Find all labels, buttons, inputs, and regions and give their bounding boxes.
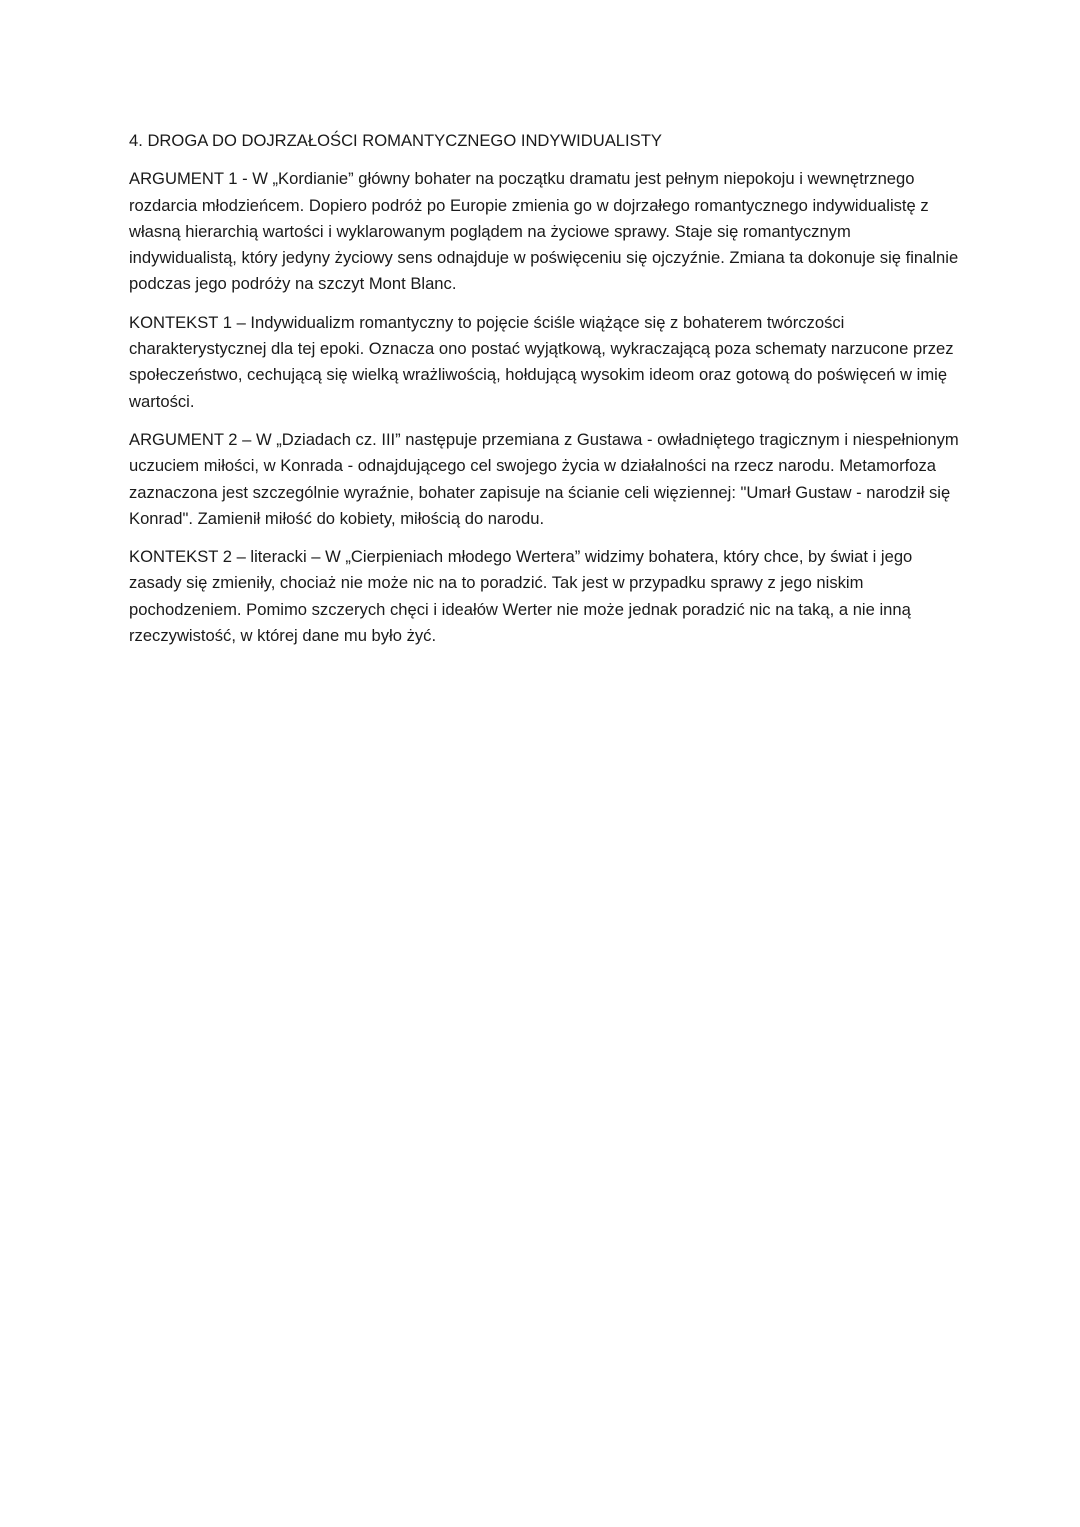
paragraph-context-2: KONTEKST 2 – literacki – W „Cierpieniach młodego Wertera” widzimy bohatera, który chce, by świat i jego zasady się zmieniły, chociaż nie może nic na to poradzić. Tak jest w przypadku sprawy z jego niskim pochodzeniem. Pomimo szczerych chęci i ideałów Werter nie może jednak poradzić nic na taką, a nie inną rzeczywistość, w której dane mu było żyć. [129, 547, 913, 646]
paragraph-argument-2: ARGUMENT 2 – W „Dziadach cz. III” następuje przemiana z Gustawa - owładniętego tragicznym i niespełnionym uczuciem miłości, w Konrada - odnajdującego cel swojego życia w działalności na rzecz narodu. Metamorfoza zaznaczona jest szczególnie wyraźnie, bohater zapisuje na ścianie celi więziennej: "Umarł Gustaw - narodził się Konrad". Zamienił miłość do kobiety, miłością do narodu. [129, 429, 959, 528]
paragraph-argument-1: ARGUMENT 1 - W „Kordianie” główny bohater na początku dramatu jest pełnym niepokoju i wewnętrznego rozdarcia młodzieńcem. Dopiero podróż po Europie zmienia go w dojrzałego romantycznego indywidualistę z własną hierarchią wartości i wyklarowanym poglądem na życiowe sprawy. Staje się romantycznym indywidualistą, który jedyny życiowy sens odnajduje w poświęceniu się ojczyźnie. Zmiana ta dokonuje się finalnie podczas jego podróży na szczyt Mont Blanc. [129, 169, 959, 294]
document-body [129, 128, 959, 661]
paragraph-context-1: KONTEKST 1 – Indywidualizm romantyczny to pojęcie ściśle wiążące się z bohaterem twórczości charakterystycznej dla tej epoki. Oznacza ono postać wyjątkową, wykraczającą poza schematy narzucone przez społeczeństwo, cechującą się wielką wrażliwością, hołdującą wysokim ideom oraz gotową do poświęceń w imię wartości. [129, 312, 954, 411]
section-heading: 4. DROGA DO DOJRZAŁOŚCI ROMANTYCZNEGO INDYWIDUALISTY [129, 131, 662, 150]
